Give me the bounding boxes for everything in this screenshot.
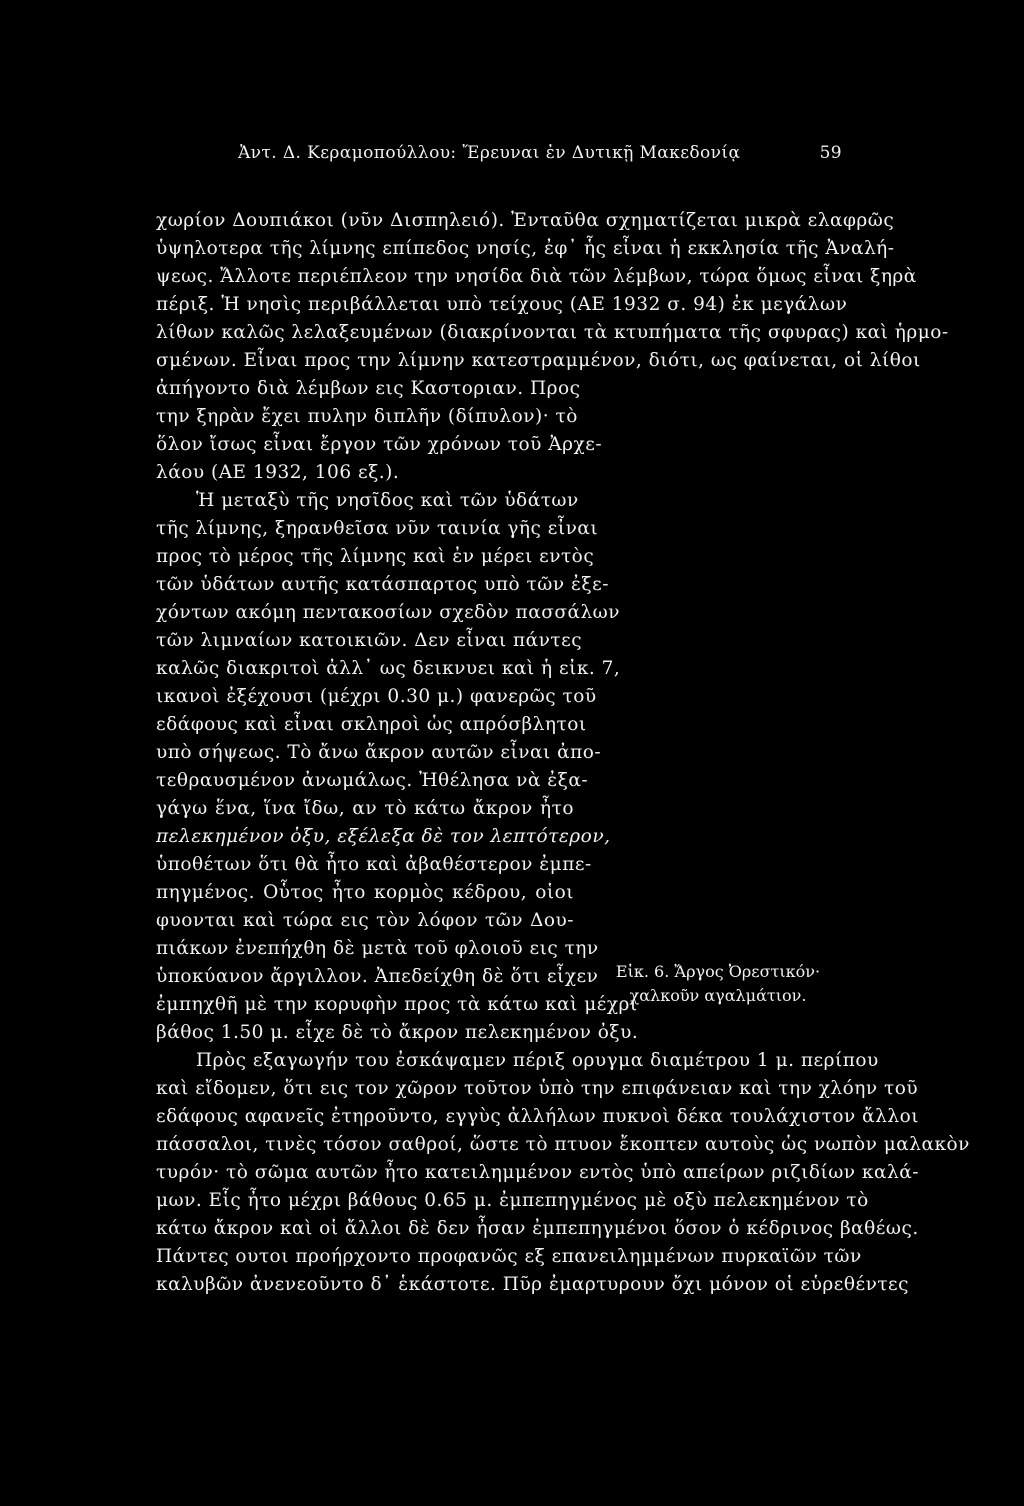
text-line: καὶ εἴδομεν, ὅτι εις τον χῶρον τοῦτον ὑπὸ την επιφάνειαν καὶ την χλόην τοῦ xyxy=(156,1078,919,1099)
text-line: λίθων καλῶς λελαξευμένων (διακρίνονται τὰ κτυπήματα τῆς σφυρας) καὶ ἡρμο- xyxy=(156,322,949,343)
text-line: τῶν ὑδάτων αυτῆς κατάσπαρτος υπὸ τῶν ἐξε- xyxy=(156,574,609,595)
text-line: χωρίον Δουπιάκοι (νῦν Δισπηλειό). Ἐνταῦθα σχηματίζεται μικρὰ ελαφρῶς xyxy=(156,210,895,231)
text-line: πέριξ. Ἡ νησὶς περιβάλλεται υπὸ τείχους (ΑΕ 1932 σ. 94) ἐκ μεγάλων xyxy=(156,294,848,315)
text-line: βάθος 1.50 μ. εἶχε δὲ τὸ ἄκρον πελεκημένον ὀξυ. xyxy=(156,1022,639,1043)
text-line: πηγμένος. Οὗτος ἦτο κορμὸς κέδρου, οἱοι xyxy=(156,882,574,903)
text-line: προς τὸ μέρος τῆς λίμνης καὶ ἐν μέρει εντὸς xyxy=(156,546,595,567)
text-line: τῶν λιμναίων κατοικιῶν. Δεν εἶναι πάντες xyxy=(156,630,583,651)
text-line: πάσσαλοι, τινὲς τόσον σαθροί, ὥστε τὸ πτυον ἔκοπτεν αυτοὺς ὡς νωπὸν μαλακὸν xyxy=(156,1134,970,1155)
running-header xyxy=(238,143,842,171)
text-line: τυρόν· τὸ σῶμα αυτῶν ἦτο κατειλημμένον εντὸς ὑπὸ απείρων ριζιδίων καλά- xyxy=(156,1162,919,1183)
text-line: ικανοὶ ἐξέχουσι (μέχρι 0.30 μ.) φανερῶς τοῦ xyxy=(156,686,597,707)
text-line: ὑποθέτων ὅτι θὰ ἦτο καὶ ἀβαθέστερον ἐμπε- xyxy=(156,854,592,875)
text-line: μων. Εἷς ἦτο μέχρι βάθους 0.65 μ. ἐμπεπηγμένος μὲ οξὺ πελεκημένον τὸ xyxy=(156,1190,869,1211)
text-line: εδάφους αφανεῖς ἐτηροῦντο, εγγὺς ἀλλήλων πυκνοὶ δέκα τουλάχιστον ἄλλοι xyxy=(156,1106,920,1127)
text-line: Ἡ μεταξὺ τῆς νησῖδος καὶ τῶν ὑδάτων xyxy=(196,490,579,511)
text-line: καλῶς διακριτοὶ ἀλλ᾽ ως δεικνυει καὶ ἡ εἰκ. 7, xyxy=(156,658,621,679)
text-line: Πάντες ουτοι προήρχοντο προφανῶς εξ επανειλημμένων πυρκαϊῶν τῶν xyxy=(156,1246,862,1267)
text-line: ἐμπηχθῆ μὲ την κορυφὴν προς τὰ κάτω καὶ μέχρι xyxy=(156,994,638,1015)
text-line: τῆς λίμνης, ξηρανθεῖσα νῦν ταινία γῆς εἶναι xyxy=(156,518,599,539)
text-line: φυονται καὶ τώρα εις τὸν λόφον τῶν Δου- xyxy=(156,910,574,931)
text-line: ὑψηλοτερα τῆς λίμνης επίπεδος νησίς, ἐφ᾽ ἧς εἶναι ἡ εκκλησία τῆς Ἀναλή- xyxy=(156,238,895,259)
text-line: ὑποκύανον ἄργιλλον. Ἀπεδείχθη δὲ ὅτι εἶχεν xyxy=(156,966,599,987)
header-title: Ἀντ. Δ. Κεραμοπούλλου: Ἔρευναι ἐν Δυτικῇ Μακεδονίᾳ xyxy=(238,143,741,163)
caption-line: Εἰκ. 6. Ἄργος Ὀρεστικόν· xyxy=(615,962,821,981)
figure-area xyxy=(590,410,840,950)
text-line: γάγω ἕνα, ἵνα ἴδω, αν τὸ κάτω ἄκρον ἦτο xyxy=(156,798,574,819)
text-line: χόντων ακόμη πεντακοσίων σχεδὸν πασσάλων xyxy=(156,602,621,623)
text-line: υπὸ σήψεως. Τὸ ἄνω ἄκρον αυτῶν εἶναι ἀπο- xyxy=(156,742,602,763)
text-line: ψεως. Ἄλλοτε περιέπλεον την νησίδα διὰ τῶν λέμβων, τώρα ὅμως εἶναι ξηρὰ xyxy=(156,266,917,287)
caption-line: χαλκοῦν αγαλμάτιον. xyxy=(629,986,807,1005)
text-line: τεθραυσμένον ἀνωμάλως. Ἠθέλησα νὰ ἐξα- xyxy=(156,770,589,791)
text-line: εδάφους καὶ εἶναι σκληροὶ ὡς απρόσβλητοι xyxy=(156,714,587,735)
figure-caption xyxy=(598,960,838,1008)
text-line: πιάκων ἐνεπήχθη δὲ μετὰ τοῦ φλοιοῦ εις την xyxy=(156,938,599,959)
text-line: σμένων. Εἶναι προς την λίμνην κατεστραμμένον, διότι, ως φαίνεται, οἱ λίθοι xyxy=(156,350,921,371)
text-line: Πρὸς εξαγωγήν του ἐσκάψαμεν πέριξ ορυγμα διαμέτρου 1 μ. περίπου xyxy=(196,1050,879,1071)
text-line: κάτω ἄκρον καὶ οἱ ἄλλοι δὲ δεν ἦσαν ἐμπεπηγμένοι ὅσον ὁ κέδρινος βαθέως. xyxy=(156,1218,919,1239)
page-number: 59 xyxy=(819,143,842,163)
text-line: την ξηρὰν ἔχει πυλην διπλῆν (δίπυλον)· τὸ xyxy=(156,406,578,427)
text-line: ἀπήγοντο διὰ λέμβων εις Καστοριαν. Προς xyxy=(156,378,581,399)
text-line: καλυβῶν ἀνενεοῦντο δ᾽ ἑκάστοτε. Πῦρ ἐμαρτυρουν ὄχι μόνον οἱ εὑρεθέντες xyxy=(156,1274,909,1295)
text-line: λάου (ΑΕ 1932, 106 εξ.). xyxy=(156,462,400,483)
text-line: ὅλον ἴσως εἶναι ἔργον τῶν χρόνων τοῦ Ἀρχε- xyxy=(156,434,603,455)
text-line: πελεκημένον ὀξυ, εξέλεξα δὲ τον λεπτότερον, xyxy=(156,826,611,847)
